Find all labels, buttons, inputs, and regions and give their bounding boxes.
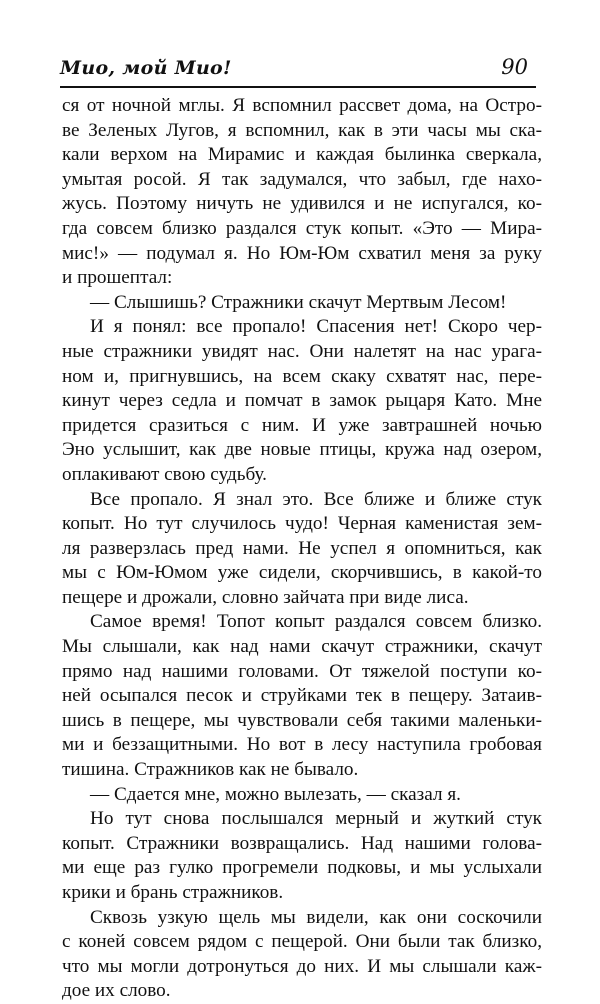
text-line: ней осыпался песок и струйками тек в пещеру. Затаив- bbox=[62, 685, 542, 707]
text-line: Все пропало. Я знал это. Все ближе и ближе стук bbox=[90, 488, 542, 510]
text-line: оплакивают свою судьбу. bbox=[62, 463, 267, 485]
running-header bbox=[60, 55, 536, 85]
header-rule bbox=[60, 86, 536, 88]
running-title: Мио, мой Мио! bbox=[60, 57, 232, 79]
text-line: ве Зеленых Лугов, я вспомнил, как в эти часы мы ска- bbox=[62, 119, 542, 141]
text-line: ся от ночной мглы. Я вспомнил рассвет дома, на Остро- bbox=[62, 95, 542, 116]
text-line: ные стражники увидят нас. Они налетят на нас урага- bbox=[62, 340, 542, 362]
text-line: крики и брань стражников. bbox=[62, 882, 284, 903]
text-line: шись в пещере, мы чувствовали себя такими маленьки- bbox=[62, 709, 542, 731]
text-line: гда совсем близко раздался стук копыт. «Это — Мира- bbox=[62, 217, 542, 239]
dialogue-line: — Слышишь? Стражники скачут Мертвым Лесом! bbox=[90, 291, 507, 313]
text-line: тишина. Стражников как не бывало. bbox=[62, 759, 359, 781]
text-line: кали верхом на Мирамис и каждая былинка сверкала, bbox=[62, 144, 542, 166]
body-text bbox=[62, 94, 542, 1004]
text-line: Самое время! Топот копыт раздался совсем близко. bbox=[90, 611, 542, 633]
text-line: Сквозь узкую щель мы видели, как они соскочили bbox=[90, 906, 542, 928]
text-line: Эно услышит, как две новые птицы, кружа над озером, bbox=[62, 439, 542, 461]
dialogue-line: — Сдается мне, можно вылезать, — сказал я. bbox=[90, 783, 461, 805]
text-line: И я понял: все пропало! Спасения нет! Скоро чер- bbox=[90, 316, 542, 338]
text-line: ля разверзлась пред нами. Не успел я опомниться, как bbox=[62, 537, 542, 559]
text-line: ми и беззащитными. Но вот в лесу наступила гробовая bbox=[62, 734, 542, 756]
text-line: и прошептал: bbox=[62, 267, 173, 289]
text-line: что мы могли дотронуться до них. И мы слышали каж- bbox=[62, 955, 542, 977]
text-line: мы с Юм-Юмом уже сидели, скорчившись, в какой-то bbox=[62, 562, 542, 584]
text-line: Но тут снова послышался мерный и жуткий стук bbox=[90, 808, 542, 830]
text-line: кинут через седла и помчат в замок рыцаря Като. Мне bbox=[62, 390, 542, 412]
text-line: придется сразиться с ним. И уже завтрашней ночью bbox=[62, 414, 542, 436]
text-line: ном и, пригнувшись, на всем скаку схватят нас, пере- bbox=[62, 365, 542, 387]
text-line: умытая росой. Я так задумался, что забыл, где нахо- bbox=[62, 168, 542, 190]
text-line: дое их слово. bbox=[62, 980, 171, 1002]
text-line: Мы слышали, как над нами скачут стражники, скачут bbox=[62, 636, 542, 658]
text-line: с коней совсем рядом с пещерой. Они были так близко, bbox=[62, 931, 542, 953]
text-line: пещере и дрожали, словно зайчата при виде лиса. bbox=[62, 586, 469, 608]
text-line: копыт. Но тут случилось чудо! Черная каменистая зем- bbox=[62, 513, 542, 535]
text-line: мис!» — подумал я. Но Юм-Юм схватил меня за руку bbox=[62, 242, 542, 264]
text-line: прямо над нашими головами. От тяжелой поступи ко- bbox=[62, 660, 542, 682]
text-line: жусь. Поэтому ничуть не удивился и не испугался, ко- bbox=[62, 193, 542, 215]
text-line: копыт. Стражники возвращались. Над нашими голова- bbox=[62, 832, 542, 854]
page-number: 90 bbox=[501, 55, 528, 79]
text-line: ми еще раз гулко прогремели подковы, и мы услыхали bbox=[62, 857, 542, 879]
